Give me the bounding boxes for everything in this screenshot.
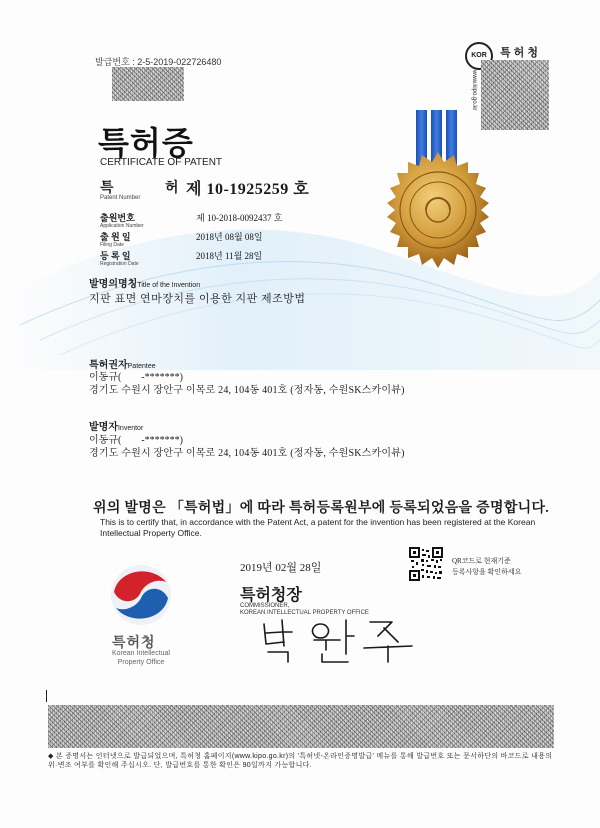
commissioner-title: 특허청장: [240, 587, 302, 604]
office-logo-en-line: Korean Intellectual: [112, 650, 170, 657]
verification-footnote: ◆ 본 증명서는 인터넷으로 발급되었으며, 특허청 홈페이지(www.kipo.go.kr)의 '특허넷-온라인증명발급' 메뉴를 통해 발급번호 또는 문서하단의 바코드로 내용의 위·변조 여부를 확인해 주십시오. 단, 발급번호를 통한 확인은 90일까지 가능합니다.: [48, 753, 553, 769]
office-logo-english: [100, 649, 182, 667]
inventor-label-en: Inventor: [117, 425, 144, 432]
patent-number-label: 특 허: [100, 181, 203, 196]
margin-mark: [46, 690, 47, 702]
kipo-stamp-label: 특 허 청: [500, 47, 538, 59]
kipo-security-pattern: [481, 60, 549, 130]
patentee-address: 경기도 수원시 장안구 이목로 24, 104동 401호 (정자동, 수원SK스카이뷰): [89, 385, 405, 396]
registration-date-sublabel: Registration Date: [100, 261, 139, 267]
certification-statement-en: This is to certify that, in accordance with the Patent Act, a patent for the invention has been registered at the Korean Intellectual Property Office.: [100, 517, 536, 538]
invention-title-value: 지판 표면 연마장치를 이용한 지판 제조방법: [89, 293, 306, 305]
gold-seal-icon: [378, 150, 498, 270]
qr-note-line: 등록사항을 확인하세요: [452, 568, 522, 576]
invention-label-en: Title of the Invention: [137, 282, 201, 289]
filing-date-sublabel: Filing Date: [100, 242, 124, 248]
document-barcode: [112, 67, 184, 101]
filing-date-label: 출 원 일: [100, 232, 131, 242]
certification-statement-ko: 위의 발명은 「특허법」에 따라 특허등록원부에 등록되었음을 증명합니다.: [93, 501, 550, 516]
office-logo-name: 특허청: [112, 636, 156, 651]
commissioner-en-line: KOREAN INTELLECTUAL PROPERTY OFFICE: [240, 610, 369, 616]
document-number: 발급번호 : 2-5-2019-022726480: [95, 57, 222, 67]
filing-date-value: 2018년 08월 08일: [196, 232, 263, 242]
inventor-name: 이동규( -*******): [89, 435, 183, 446]
commissioner-signature: [258, 614, 418, 664]
application-number-label: 출원번호: [100, 213, 135, 223]
office-logo-en-line: Property Office: [117, 659, 165, 666]
verification-barcode: [48, 705, 554, 748]
kipo-logo-icon: KOR: [465, 42, 493, 70]
commissioner-en-line: COMMISSIONER,: [240, 603, 290, 609]
qr-code-icon[interactable]: [409, 547, 443, 581]
application-number-sublabel: Application Number: [100, 223, 144, 229]
inventor-address: 경기도 수원시 장안구 이목로 24, 104동 401호 (정자동, 수원SK스카이뷰): [89, 448, 405, 459]
qr-note-line: QR코드로 현재기준: [452, 557, 511, 565]
invention-title-label: [89, 275, 200, 290]
page-title: 특허증: [98, 125, 194, 161]
inventor-label-ko: 발명자: [89, 422, 118, 433]
issue-date: 2019년 02월 28일: [240, 562, 322, 574]
page-subtitle: CERTIFICATE OF PATENT: [100, 157, 223, 168]
qr-note: [452, 556, 521, 578]
patent-number-sublabel: Patent Number: [100, 195, 141, 201]
registration-date-label: 등 록 일: [100, 251, 131, 261]
kipo-url-text: www.kipo.go.kr: [471, 70, 477, 111]
kipo-taegeuk-logo-icon: [106, 560, 176, 630]
application-number-value: 제 10-2018-0092437 호: [196, 213, 283, 223]
patent-number-value: 제 10-1925259 호: [186, 181, 310, 198]
patentee-label-ko: 특허권자: [89, 360, 128, 371]
registration-date-value: 2018년 11월 28일: [196, 251, 263, 261]
patentee-name: 이동규( -*******): [89, 372, 183, 383]
invention-label-ko: 발명의명칭: [89, 279, 138, 290]
patentee-label-en: Patentee: [127, 363, 156, 370]
